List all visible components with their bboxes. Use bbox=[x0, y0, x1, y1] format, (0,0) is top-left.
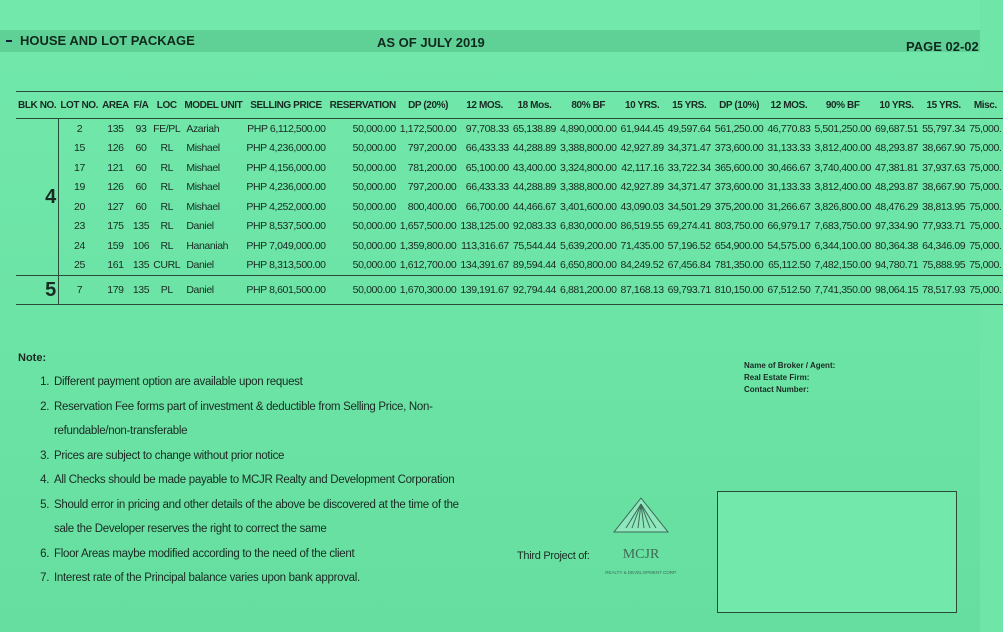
table-cell: Azariah bbox=[186, 122, 220, 135]
table-cell: 66,979.17 bbox=[767, 220, 811, 233]
column-header: AREA bbox=[100, 92, 131, 119]
column-header: RESERVATION bbox=[328, 92, 398, 119]
table-cell: 3,401,600.00 bbox=[560, 200, 617, 213]
table-header-row bbox=[16, 92, 1003, 119]
table-cell: 113,316.67 bbox=[461, 239, 509, 252]
table-cell: 7 bbox=[58, 276, 100, 305]
table-cell: 373,600.00 bbox=[714, 181, 764, 194]
table-cell: 87,168.13 bbox=[619, 276, 666, 305]
table-cell: 75,000. bbox=[969, 220, 1002, 233]
table-cell: RL bbox=[160, 200, 174, 213]
table-cell: 654,900.00 bbox=[714, 239, 764, 252]
price-table bbox=[16, 91, 1003, 305]
table-cell: 60 bbox=[135, 161, 147, 174]
table-cell: Mishael bbox=[186, 161, 220, 174]
table-cell: 25 bbox=[74, 259, 85, 272]
table-cell: 48,476.29 bbox=[874, 200, 919, 213]
column-header: 15 YRS. bbox=[920, 92, 967, 119]
table-cell: 38,813.95 bbox=[922, 200, 966, 213]
column-header: 12 MOS. bbox=[765, 92, 812, 119]
table-cell: 31,133.33 bbox=[767, 181, 811, 194]
table-cell: Daniel bbox=[186, 220, 214, 233]
table-cell: 3,740,400.00 bbox=[814, 161, 871, 174]
block-number: 5 bbox=[16, 276, 58, 305]
table-cell: 38,667.90 bbox=[922, 142, 966, 155]
column-header: F/A bbox=[131, 92, 151, 119]
table-cell: 797,200.00 bbox=[407, 142, 457, 155]
table-cell: 3,324,800.00 bbox=[560, 161, 617, 174]
notes-list bbox=[30, 370, 472, 591]
column-header: 10 YRS. bbox=[619, 92, 666, 119]
table-cell: FE/PL bbox=[153, 122, 181, 135]
table-cell: 31,133.33 bbox=[767, 142, 811, 155]
table-cell: PHP 4,236,000.00 bbox=[246, 142, 326, 155]
table-cell: RL bbox=[160, 161, 174, 174]
table-cell: 44,288.89 bbox=[512, 142, 556, 155]
table-cell: 50,000.00 bbox=[352, 161, 396, 174]
column-header: Misc. bbox=[967, 92, 1003, 119]
note-item: 2. Reservation Fee forms part of investment & deductible from Selling Price, Non-refundable/non-transferable bbox=[52, 395, 472, 444]
table-cell: 138,125.00 bbox=[460, 220, 509, 233]
table-row bbox=[16, 236, 1003, 256]
table-cell: 3,388,800.00 bbox=[560, 142, 617, 155]
table-cell: 66,433.33 bbox=[465, 181, 509, 194]
table-cell: 93 bbox=[135, 122, 147, 135]
table-cell: 50,000.00 bbox=[352, 142, 396, 155]
table-cell: 15 bbox=[74, 142, 85, 155]
table-cell: 94,780.71 bbox=[874, 259, 919, 272]
table-cell: 159 bbox=[107, 239, 124, 252]
table-cell: 7,741,350.00 bbox=[812, 276, 873, 305]
table-cell: 48,293.87 bbox=[874, 181, 919, 194]
column-header: DP (20%) bbox=[398, 92, 459, 119]
table-cell: 127 bbox=[107, 200, 124, 213]
logo-tagline: REALTY & DEVELOPMENT CORP. bbox=[605, 570, 677, 575]
table-cell: 2 bbox=[76, 122, 83, 135]
column-header: LOC bbox=[151, 92, 182, 119]
table-cell: 97,708.33 bbox=[465, 122, 509, 135]
table-cell: 92,794.44 bbox=[511, 276, 558, 305]
table-cell: 75,000. bbox=[969, 259, 1002, 272]
table-cell: 34,501.29 bbox=[667, 200, 711, 213]
column-header: 12 MOS. bbox=[458, 92, 511, 119]
table-cell: 50,000.00 bbox=[352, 181, 396, 194]
table-cell: 84,249.52 bbox=[620, 259, 664, 272]
table-cell: 42,927.89 bbox=[620, 142, 664, 155]
third-project-label: Third Project of: bbox=[517, 550, 590, 562]
table-cell: 75,888.95 bbox=[922, 259, 966, 272]
table-cell: 34,371.47 bbox=[667, 181, 711, 194]
column-header: BLK NO. bbox=[16, 92, 58, 119]
table-cell: 69,687.51 bbox=[874, 122, 919, 135]
table-cell: RL bbox=[160, 142, 174, 155]
table-cell: 65,112.50 bbox=[768, 259, 811, 272]
table-cell: 92,083.33 bbox=[512, 220, 556, 233]
table-cell: 139,191.67 bbox=[458, 276, 511, 305]
table-cell: 42,927.89 bbox=[620, 181, 664, 194]
table-cell: 4,890,000.00 bbox=[560, 122, 617, 135]
table-cell: 33,722.34 bbox=[667, 161, 711, 174]
table-cell: 86,519.55 bbox=[620, 220, 664, 233]
table-cell: 69,274.41 bbox=[667, 220, 711, 233]
table-row bbox=[16, 178, 1003, 198]
table-row bbox=[16, 217, 1003, 237]
table-cell: 66,433.33 bbox=[465, 142, 509, 155]
table-cell: 126 bbox=[107, 142, 124, 155]
note-item: 4. All Checks should be made payable to MCJR Realty and Development Corporation bbox=[52, 468, 472, 493]
table-cell: 6,881,200.00 bbox=[558, 276, 619, 305]
table-cell: 60 bbox=[135, 181, 147, 194]
table-cell: 75,000. bbox=[969, 122, 1002, 135]
table-cell: 64,346.09 bbox=[922, 239, 966, 252]
real-estate-firm-label: Real Estate Firm: bbox=[744, 373, 810, 382]
table-cell: 48,293.87 bbox=[874, 142, 919, 155]
table-cell: PHP 6,112,500.00 bbox=[247, 122, 326, 135]
table-cell: 77,933.71 bbox=[922, 220, 966, 233]
table-cell: 31,266.67 bbox=[767, 200, 811, 213]
table-cell: PHP 8,601,500.00 bbox=[244, 276, 327, 305]
table-cell: 67,512.50 bbox=[765, 276, 812, 305]
table-cell: PL bbox=[151, 276, 182, 305]
table-cell: 1,359,800.00 bbox=[399, 239, 457, 252]
table-cell: 7,482,150.00 bbox=[814, 259, 871, 272]
note-item: 5. Should error in pricing and other details of the above be discovered at the time of the sale the Developer reserves the right to correct the same bbox=[52, 493, 472, 542]
stamp-box bbox=[717, 491, 957, 613]
table-cell: 75,000. bbox=[969, 161, 1002, 174]
column-header: LOT NO. bbox=[58, 92, 100, 119]
table-cell: 60 bbox=[135, 142, 147, 155]
table-cell: 121 bbox=[107, 161, 124, 174]
table-cell: Daniel bbox=[186, 259, 214, 272]
table-cell: Mishael bbox=[186, 200, 220, 213]
column-header: 18 Mos. bbox=[511, 92, 558, 119]
table-cell: 5,639,200.00 bbox=[560, 239, 617, 252]
table-cell: 375,200.00 bbox=[714, 200, 764, 213]
block-number: 4 bbox=[16, 119, 58, 276]
table-cell: 6,830,000.00 bbox=[560, 220, 617, 233]
note-item: 6. Floor Areas maybe modified according to the need of the client bbox=[52, 542, 472, 567]
table-cell: Mishael bbox=[186, 142, 220, 155]
table-cell: 3,388,800.00 bbox=[560, 181, 617, 194]
table-cell: 810,150.00 bbox=[713, 276, 766, 305]
table-cell: 49,597.64 bbox=[667, 122, 711, 135]
column-header: 80% BF bbox=[558, 92, 619, 119]
table-cell: 67,456.84 bbox=[667, 259, 711, 272]
column-header: 10 YRS. bbox=[873, 92, 920, 119]
table-cell: 66,700.00 bbox=[465, 200, 509, 213]
table-cell: PHP 4,156,000.00 bbox=[246, 161, 326, 174]
table-cell: 55,797.34 bbox=[922, 122, 966, 135]
table-cell: 75,000. bbox=[969, 181, 1002, 194]
table-cell: 44,288.89 bbox=[512, 181, 556, 194]
table-cell: 65,100.00 bbox=[465, 161, 509, 174]
table-cell: 89,594.44 bbox=[512, 259, 556, 272]
broker-info bbox=[744, 360, 835, 396]
table-cell: 34,371.47 bbox=[667, 142, 711, 155]
table-cell: 50,000.00 bbox=[352, 122, 396, 135]
column-header: DP (10%) bbox=[713, 92, 766, 119]
table-cell: 803,750.00 bbox=[714, 220, 764, 233]
table-cell: 30,466.67 bbox=[767, 161, 811, 174]
column-header: 15 YRS. bbox=[666, 92, 713, 119]
table-cell: 175 bbox=[107, 220, 124, 233]
table-cell: 135 bbox=[132, 259, 150, 272]
dash-mark bbox=[6, 40, 12, 42]
table-cell: 561,250.00 bbox=[714, 122, 764, 135]
package-title: HOUSE AND LOT PACKAGE bbox=[20, 33, 195, 48]
table-cell: PHP 8,313,500.00 bbox=[246, 259, 326, 272]
table-row bbox=[16, 119, 1003, 139]
table-cell: 42,117.16 bbox=[621, 161, 664, 174]
column-header: 90% BF bbox=[812, 92, 873, 119]
table-cell: 57,196.52 bbox=[667, 239, 711, 252]
table-cell: Hananiah bbox=[186, 239, 229, 252]
table-cell: 75,000. bbox=[969, 239, 1002, 252]
note-item: 7. Interest rate of the Principal balance varies upon bank approval. bbox=[52, 566, 472, 591]
table-cell: 50,000.00 bbox=[328, 276, 398, 305]
table-cell: PHP 4,236,000.00 bbox=[246, 181, 326, 194]
table-cell: 50,000.00 bbox=[352, 259, 396, 272]
table-cell: 23 bbox=[74, 220, 85, 233]
table-row bbox=[16, 158, 1003, 178]
table-cell: PHP 4,252,000.00 bbox=[246, 200, 326, 213]
table-cell: 71,435.00 bbox=[620, 239, 664, 252]
note-item: 1. Different payment option are available upon request bbox=[52, 370, 472, 395]
table-cell: 126 bbox=[107, 181, 124, 194]
as-of-date: AS OF JULY 2019 bbox=[377, 35, 485, 50]
table-cell: 1,670,300.00 bbox=[398, 276, 459, 305]
table-cell: 75,000. bbox=[969, 200, 1002, 213]
table-cell: 179 bbox=[100, 276, 131, 305]
table-cell: 78,517.93 bbox=[920, 276, 967, 305]
table-cell: 781,350.00 bbox=[714, 259, 764, 272]
table-cell: 20 bbox=[74, 200, 85, 213]
table-cell: 50,000.00 bbox=[352, 220, 396, 233]
table-cell: 50,000.00 bbox=[352, 200, 396, 213]
table-cell: 19 bbox=[74, 181, 85, 194]
table-cell: PHP 8,537,500.00 bbox=[246, 220, 326, 233]
table-cell: 106 bbox=[132, 239, 150, 252]
note-item: 3. Prices are subject to change without prior notice bbox=[52, 444, 472, 469]
column-header: SELLING PRICE bbox=[244, 92, 327, 119]
table-cell: 50,000.00 bbox=[352, 239, 396, 252]
table-cell: 75,000. bbox=[969, 142, 1002, 155]
table-cell: 781,200.00 bbox=[407, 161, 457, 174]
table-cell: 54,575.00 bbox=[767, 239, 811, 252]
note-title: Note: bbox=[18, 352, 47, 364]
table-cell: 47,381.81 bbox=[874, 161, 919, 174]
table-cell: RL bbox=[160, 239, 174, 252]
table-row bbox=[16, 276, 1003, 305]
table-cell: 135 bbox=[131, 276, 151, 305]
table-cell: 80,364.38 bbox=[874, 239, 919, 252]
table-cell: 3,812,400.00 bbox=[814, 142, 871, 155]
table-cell: 17 bbox=[74, 161, 85, 174]
table-cell: 61,944.45 bbox=[620, 122, 664, 135]
table-cell: 69,793.71 bbox=[666, 276, 713, 305]
table-cell: 38,667.90 bbox=[922, 181, 966, 194]
table-cell: 134,391.67 bbox=[460, 259, 509, 272]
table-cell: 65,138.89 bbox=[512, 122, 556, 135]
table-cell: 6,650,800.00 bbox=[560, 259, 617, 272]
table-cell: 135 bbox=[107, 122, 124, 135]
table-cell: 75,000. bbox=[967, 276, 1003, 305]
table-cell: 60 bbox=[135, 200, 147, 213]
table-cell: 6,344,100.00 bbox=[814, 239, 871, 252]
table-cell: 75,544.44 bbox=[512, 239, 556, 252]
table-cell: 373,600.00 bbox=[714, 142, 764, 155]
table-cell: Daniel bbox=[182, 276, 244, 305]
table-cell: 24 bbox=[74, 239, 85, 252]
mcjr-logo-icon bbox=[598, 490, 684, 582]
table-cell: PHP 7,049,000.00 bbox=[246, 239, 326, 252]
table-cell: 1,657,500.00 bbox=[399, 220, 457, 233]
table-cell: 44,466.67 bbox=[512, 200, 556, 213]
table-cell: 3,812,400.00 bbox=[814, 181, 871, 194]
table-cell: 365,600.00 bbox=[714, 161, 764, 174]
table-cell: 7,683,750.00 bbox=[814, 220, 871, 233]
table-row bbox=[16, 197, 1003, 217]
table-cell: 1,612,700.00 bbox=[399, 259, 457, 272]
contact-number-label: Contact Number: bbox=[744, 385, 809, 394]
table-cell: RL bbox=[160, 181, 174, 194]
table-cell: 3,826,800.00 bbox=[814, 200, 871, 213]
table-row bbox=[16, 256, 1003, 276]
table-cell: 37,937.63 bbox=[922, 161, 966, 174]
table-cell: 797,200.00 bbox=[407, 181, 457, 194]
table-cell: RL bbox=[160, 220, 174, 233]
table-cell: CURL bbox=[153, 259, 181, 272]
page-number: PAGE 02-02 bbox=[906, 39, 979, 54]
table-cell: 161 bbox=[107, 259, 124, 272]
table-cell: Mishael bbox=[186, 181, 220, 194]
table-cell: 98,064.15 bbox=[873, 276, 920, 305]
table-cell: 97,334.90 bbox=[874, 220, 919, 233]
table-cell: 1,172,500.00 bbox=[399, 122, 457, 135]
column-header: MODEL UNIT bbox=[182, 92, 244, 119]
broker-name-label: Name of Broker / Agent: bbox=[744, 361, 836, 370]
table-cell: 5,501,250.00 bbox=[814, 122, 871, 135]
table-cell: 135 bbox=[132, 220, 150, 233]
table-row bbox=[16, 139, 1003, 159]
table-cell: 800,400.00 bbox=[407, 200, 457, 213]
table-cell: 46,770.83 bbox=[767, 122, 811, 135]
table-cell: 43,400.00 bbox=[512, 161, 556, 174]
table-cell: 43,090.03 bbox=[620, 200, 664, 213]
logo-wordmark: MCJR bbox=[622, 547, 660, 562]
